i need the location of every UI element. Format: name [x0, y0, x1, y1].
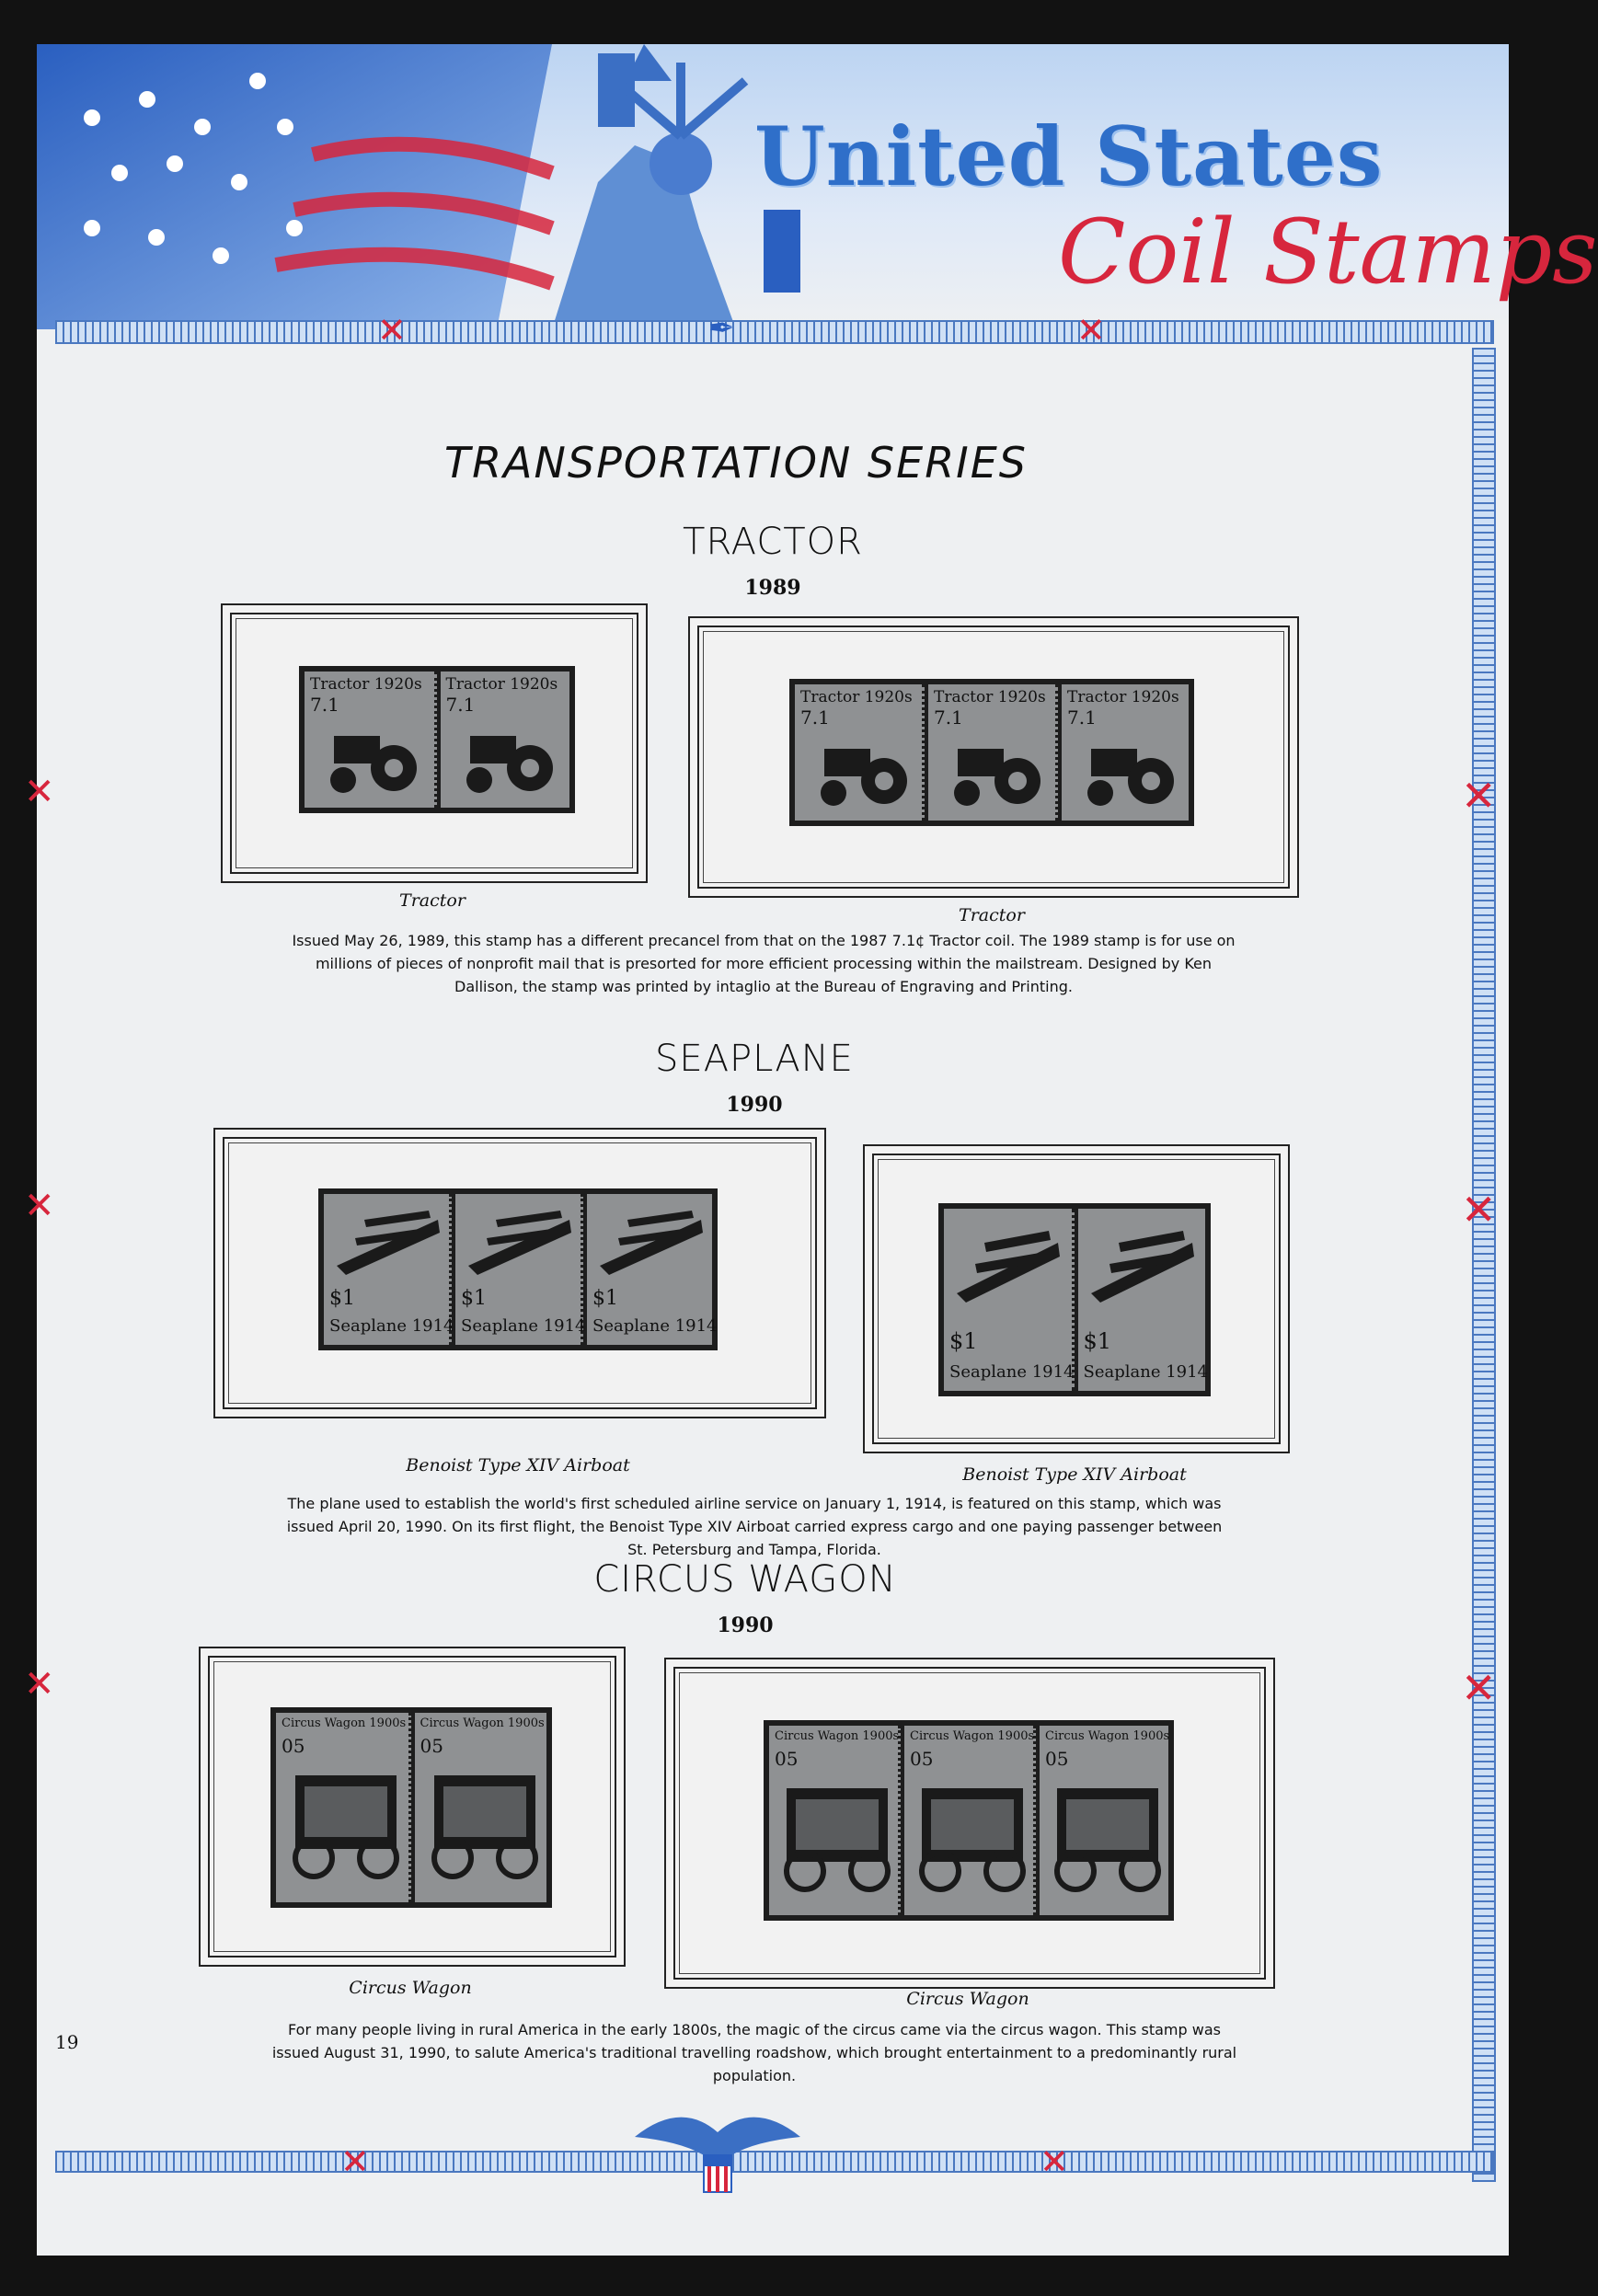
- stamp-name: Circus Wagon 1900s: [282, 1716, 407, 1730]
- stamp-name: Seaplane 1914: [1083, 1362, 1209, 1382]
- description-seaplane: The plane used to establish the world's first scheduled airline service on January 1, 1914, is featured on this stamp, which was issued April 20, 1990. On its first flight, the Benoist Type XIV Airboat carried express cargo and one paying passenger between St. Petersburg and Tampa, Florida.: [286, 1495, 1223, 1558]
- caption-tractor-strip: Tractor: [959, 905, 1025, 925]
- header-title-script: Coil Stamps: [1058, 201, 1598, 304]
- top-cross-ornament: ✕: [377, 310, 407, 350]
- stamp-value: $1: [329, 1287, 355, 1310]
- caption-circus-strip: Circus Wagon: [906, 1989, 1029, 2009]
- circus-wagon-stamp: [1040, 1726, 1168, 1915]
- bottom-cross-ornament: ✕: [1040, 2141, 1069, 2182]
- caption-tractor-pair: Tractor: [399, 890, 466, 911]
- circus-wagon-icon: [773, 1779, 902, 1899]
- circus-strip-of-three: [764, 1720, 1174, 1921]
- caption-seaplane-strip: Benoist Type XIV Airboat: [406, 1455, 630, 1475]
- stamp-value: 05: [282, 1735, 305, 1757]
- tractor-pair-strip: [299, 666, 575, 813]
- stamp-name: Seaplane 1914: [592, 1316, 718, 1336]
- circus-wagon-icon: [908, 1779, 1037, 1899]
- seaplane-stamp: [587, 1194, 718, 1345]
- section-year-tractor: 1989: [744, 576, 801, 600]
- seaplane-pair-strip: [938, 1203, 1211, 1396]
- seaplane-stamp: [455, 1194, 586, 1345]
- circus-wagon-stamp: [276, 1713, 411, 1902]
- tractor-stamp: [928, 684, 1058, 821]
- tractor-stamp: [441, 672, 570, 808]
- stamp-value: 7.1: [800, 706, 830, 729]
- album-header: [37, 44, 1598, 329]
- description-circus-wagon: For many people living in rural America in the early 1800s, the magic of the circus came via the circus wagon. This stamp was issued August 31, 1990, to salute America's traditional travelling roadshow, which brought entertainment to a predominantly rural population.: [271, 2021, 1237, 2084]
- circus-wagon-icon: [420, 1766, 549, 1886]
- circus-wagon-stamp: [415, 1713, 547, 1902]
- stamp-value: 7.1: [310, 694, 339, 716]
- tractor-icon: [316, 727, 426, 800]
- circus-wagon-stamp: [769, 1726, 901, 1915]
- stamp-value: 05: [1045, 1748, 1069, 1770]
- stamp-name: Circus Wagon 1900s: [910, 1729, 1035, 1743]
- stamp-name: Seaplane 1914: [949, 1362, 1075, 1382]
- stamp-value: 05: [420, 1735, 443, 1757]
- stamp-value: $1: [949, 1328, 978, 1354]
- section-title-tractor: TRACTOR: [683, 521, 863, 563]
- section-year-circus-wagon: 1990: [717, 1613, 774, 1637]
- top-border-band: [55, 320, 1494, 344]
- stamp-value: 7.1: [445, 694, 476, 716]
- caption-seaplane-pair: Benoist Type XIV Airboat: [962, 1464, 1187, 1485]
- seaplane-strip-of-three: [318, 1188, 718, 1350]
- right-cross-ornament: ✕: [1461, 1663, 1497, 1713]
- stamp-name: Circus Wagon 1900s: [1045, 1729, 1170, 1743]
- eagle-shield-ornament: [626, 2100, 810, 2210]
- left-cross-ornament: ✕: [24, 1185, 55, 1227]
- seaplane-icon: [948, 1220, 1067, 1312]
- stamp-name: Tractor 1920s: [445, 675, 558, 694]
- right-cross-ornament: ✕: [1461, 1185, 1497, 1234]
- tractor-strip-of-three: [789, 679, 1194, 826]
- tractor-icon: [452, 727, 562, 800]
- stamp-value: $1: [1083, 1328, 1112, 1354]
- page-number: 19: [55, 2031, 79, 2053]
- stamp-name: Seaplane 1914: [329, 1316, 454, 1336]
- tractor-stamp: [1062, 684, 1189, 821]
- bottom-cross-ornament: ✕: [340, 2141, 370, 2182]
- top-cross-ornament: ✕: [1076, 310, 1106, 350]
- seaplane-stamp: [944, 1209, 1075, 1391]
- circus-pair-strip: [270, 1707, 552, 1908]
- seaplane-icon: [328, 1201, 447, 1284]
- circus-wagon-stamp: [904, 1726, 1036, 1915]
- stamp-value: 7.1: [1067, 706, 1097, 729]
- description-tractor: Issued May 26, 1989, this stamp has a different precancel from that on the 1987 7.1¢ Tractor coil. The 1989 stamp is for use on millions of pieces of nonprofit mail that is presorted for more efficient processing within the mailstream. Designed by Ken Dallison, the stamp was printed by intaglio at the Bureau of Engraving and Printing.: [292, 932, 1236, 995]
- stamp-name: Tractor 1920s: [934, 688, 1046, 706]
- circus-wagon-icon: [1043, 1779, 1172, 1899]
- tractor-icon: [806, 740, 916, 813]
- section-title-circus-wagon: CIRCUS WAGON: [593, 1558, 897, 1601]
- stamp-value: 05: [775, 1748, 799, 1770]
- stamp-name: Tractor 1920s: [310, 675, 422, 694]
- stamp-name: Circus Wagon 1900s: [775, 1729, 900, 1743]
- album-page: [24, 44, 1598, 2256]
- header-title-main: United States: [754, 109, 1384, 204]
- seaplane-stamp: [1078, 1209, 1209, 1391]
- tractor-stamp: [795, 684, 925, 821]
- section-title-seaplane: SEAPLANE: [655, 1038, 854, 1080]
- tractor-icon: [1073, 740, 1183, 813]
- stamp-value: $1: [461, 1287, 487, 1310]
- stamp-name: Tractor 1920s: [800, 688, 913, 706]
- quill-ornament: ✒: [708, 310, 735, 347]
- stamp-value: 05: [910, 1748, 934, 1770]
- stamp-name: Tractor 1920s: [1067, 688, 1179, 706]
- stamp-name: Seaplane 1914: [461, 1316, 586, 1336]
- stamp-value: 7.1: [934, 706, 963, 729]
- left-cross-ornament: ✕: [24, 771, 55, 813]
- right-border-band: [1472, 348, 1496, 2182]
- section-year-seaplane: 1990: [726, 1093, 783, 1117]
- caption-circus-pair: Circus Wagon: [349, 1978, 472, 1998]
- seaplane-icon: [459, 1201, 579, 1284]
- stamp-name: Circus Wagon 1900s: [420, 1716, 545, 1730]
- left-cross-ornament: ✕: [24, 1663, 55, 1705]
- circus-wagon-icon: [282, 1766, 410, 1886]
- seaplane-stamp: [324, 1194, 452, 1345]
- seaplane-icon: [591, 1201, 710, 1284]
- right-cross-ornament: ✕: [1461, 771, 1497, 821]
- stamp-value: $1: [592, 1287, 618, 1310]
- seaplane-icon: [1082, 1220, 1201, 1312]
- tractor-icon: [939, 740, 1050, 813]
- tractor-stamp: [305, 672, 437, 808]
- series-title: TRANSPORTATION SERIES: [443, 438, 1028, 488]
